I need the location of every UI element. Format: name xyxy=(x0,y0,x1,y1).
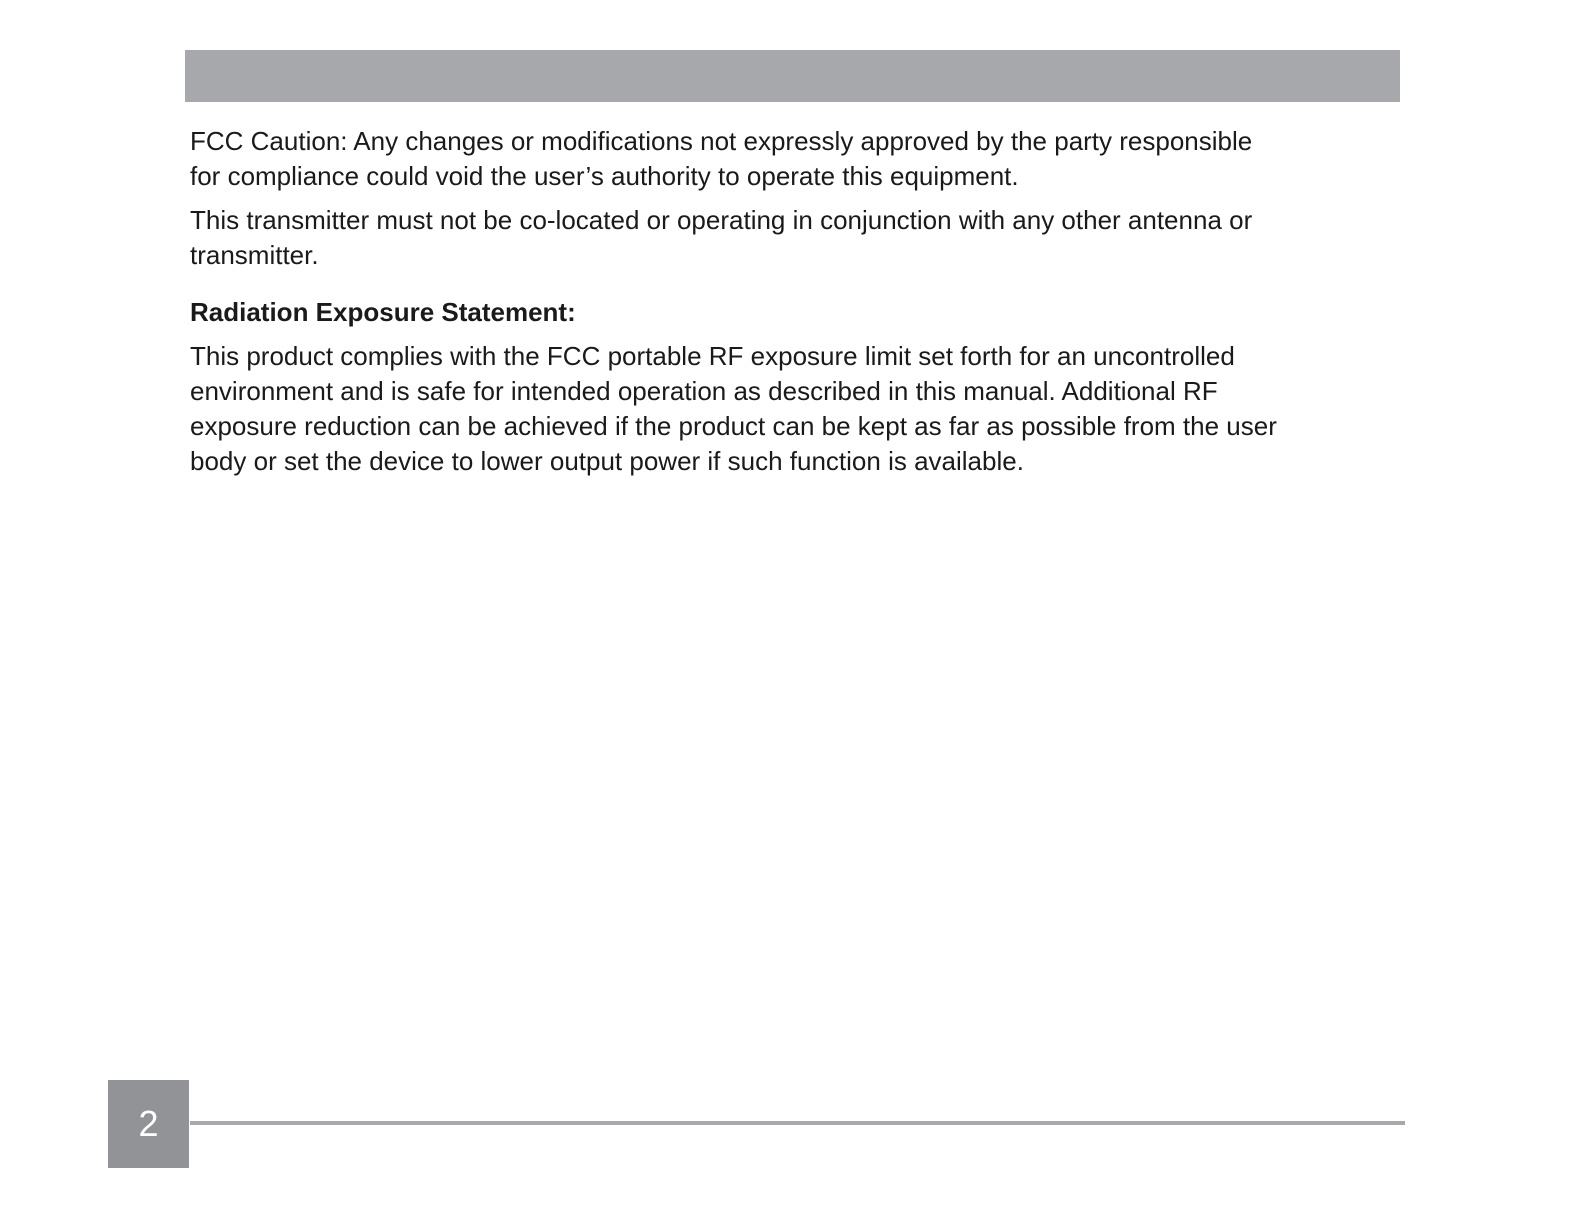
radiation-exposure-heading: Radiation Exposure Statement: xyxy=(190,297,576,327)
page-number: 2 xyxy=(138,1103,159,1144)
header-bar xyxy=(185,50,1400,102)
fcc-caution-paragraph: FCC Caution: Any changes or modifications not expressly approved by the party responsible for compliance could void the user’s authority to operate this equipment. xyxy=(190,126,1253,191)
transmitter-notice-paragraph: This transmitter must not be co-located or operating in conjunction with any other antenna or transmitter. xyxy=(190,205,1253,270)
footer-divider xyxy=(190,1121,1405,1125)
page-number-box xyxy=(108,1080,189,1168)
document-body xyxy=(190,124,1405,488)
radiation-exposure-paragraph: This product complies with the FCC portable RF exposure limit set forth for an uncontrolled environment and is safe for intended operation as described in this manual. Additional RF exposure reduction can be achieved if the product can be kept as far as possible from the user body or set the device to lower output power if such function is available. xyxy=(190,341,1277,476)
